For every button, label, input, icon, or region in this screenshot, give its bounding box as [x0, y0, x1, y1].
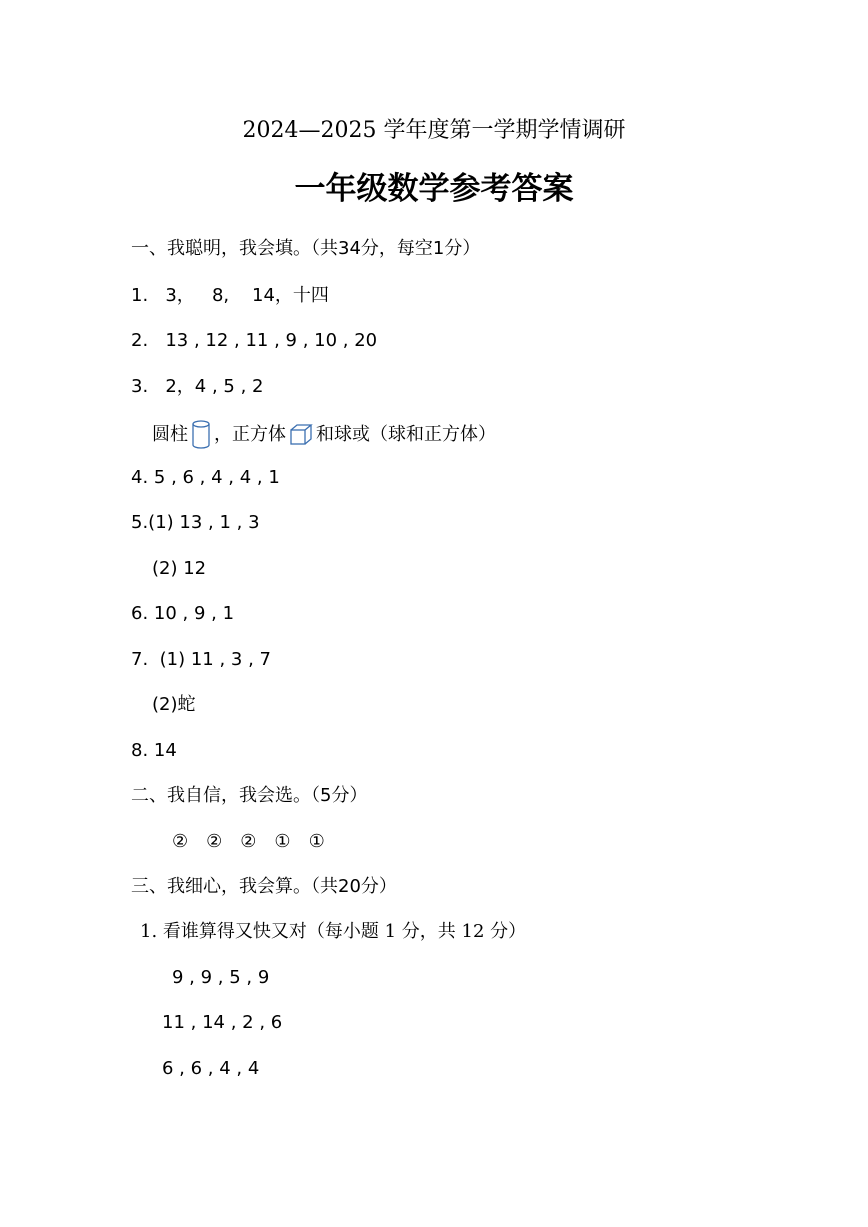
section2-heading: 二、我自信，我会选。（5分）	[131, 785, 368, 806]
page-title: 一年级数学参考答案	[294, 171, 574, 207]
answer-5-2: (2) 12	[152, 558, 207, 579]
answer-5-1: 5.(1) 13 , 1 , 3	[131, 512, 260, 533]
answer-7-2: (2)蛇	[152, 694, 196, 715]
sphere-alternative-label: 和球或（球和正方体）	[316, 424, 496, 445]
section3-heading: 三、我细心，我会算。（共20分）	[131, 876, 397, 897]
answer-1: 1. 3， 8, 14，十四	[131, 285, 329, 306]
choice-answer-1: ②	[172, 831, 189, 852]
answer-2: 2. 13 , 12 , 11 , 9 , 10 , 20	[131, 330, 378, 351]
cube-icon	[289, 423, 313, 447]
answer-7-1: 7. (1) 11 , 3 , 7	[131, 649, 271, 670]
calc-row-3: 6 , 6 , 4 , 4	[162, 1058, 260, 1079]
answer-3-shapes	[152, 420, 496, 450]
section1-heading: 一、我聪明，我会填。（共34分，每空1分）	[131, 238, 481, 259]
cube-label: ，正方体	[214, 424, 286, 445]
answer-8: 8. 14	[131, 740, 177, 761]
choice-answer-5: ①	[308, 831, 325, 852]
section2-answers	[172, 831, 325, 852]
choice-answer-4: ①	[274, 831, 291, 852]
cylinder-label: 圆柱	[152, 424, 188, 445]
answer-3: 3. 2，4 , 5 , 2	[131, 376, 264, 397]
page-subtitle: 2024—2025 学年度第一学期学情调研	[242, 118, 626, 143]
answer-4: 4. 5 , 6 , 4 , 4 , 1	[131, 467, 280, 488]
calc-row-1: 9 , 9 , 5 , 9	[172, 967, 270, 988]
section3-question-1: 1. 看谁算得又快又对（每小题 1 分，共 12 分）	[140, 921, 527, 942]
choice-answer-3: ②	[240, 831, 257, 852]
cylinder-icon	[191, 420, 211, 450]
calc-row-2: 11 , 14 , 2 , 6	[162, 1012, 283, 1033]
choice-answer-2: ②	[206, 831, 223, 852]
answer-6: 6. 10 , 9 , 1	[131, 603, 235, 624]
